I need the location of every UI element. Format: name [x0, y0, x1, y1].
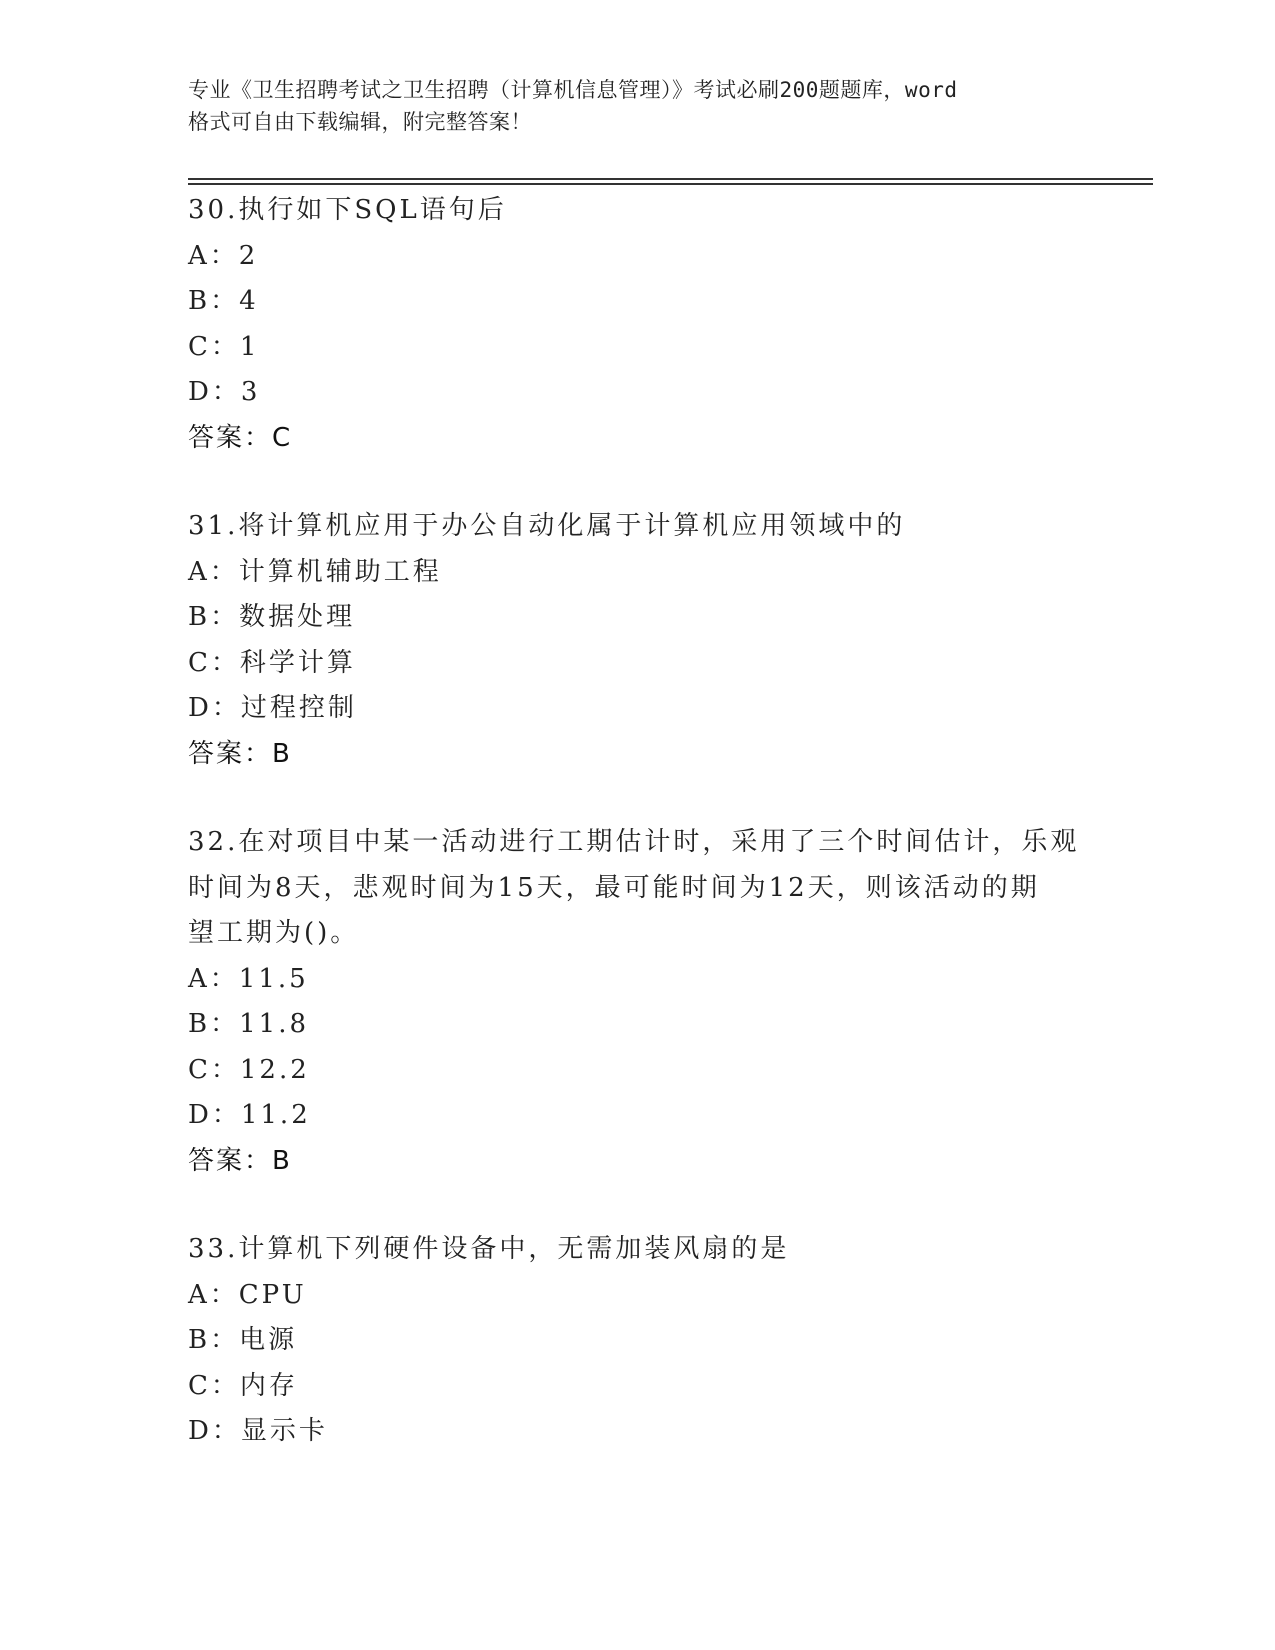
- header-line-1: 专业《卫生招聘考试之卫生招聘（计算机信息管理）》考试必刷200题题库，word: [188, 78, 958, 102]
- header-divider-bottom: [188, 183, 1153, 185]
- option-c: C：内存: [188, 1370, 298, 1401]
- option-c: C：科学计算: [188, 647, 356, 678]
- answer-label: 答案：B: [188, 738, 292, 769]
- question-title: 31.将计算机应用于办公自动化属于计算机应用领域中的: [188, 511, 906, 541]
- option-d: D：3: [188, 377, 261, 407]
- question-33: [188, 1227, 1088, 1455]
- option-b: B：电源: [188, 1325, 298, 1355]
- option-a: A：计算机辅助工程: [188, 556, 442, 587]
- header-line-2: 格式可自由下载编辑，附完整答案！: [188, 110, 532, 134]
- question-title: 30.执行如下SQL语句后: [188, 195, 507, 225]
- option-d: D：11.2: [188, 1100, 311, 1130]
- answer-label: 答案：C: [188, 422, 293, 453]
- option-c: C：1: [188, 331, 260, 362]
- answer-label: 答案：B: [188, 1145, 292, 1176]
- question-30: [188, 188, 1088, 461]
- question-title: 33.计算机下列硬件设备中，无需加装风扇的是: [188, 1234, 790, 1264]
- option-d: D：过程控制: [188, 693, 357, 723]
- document-header: [188, 74, 1088, 138]
- option-c: C：12.2: [188, 1054, 310, 1085]
- option-a: A：CPU: [188, 1279, 307, 1310]
- question-31: [188, 504, 1088, 777]
- question-title-line-1: 32.在对项目中某一活动进行工期估计时，采用了三个时间估计，乐观: [188, 827, 1080, 857]
- question-list: [188, 188, 1088, 1498]
- option-b: B：数据处理: [188, 602, 356, 632]
- question-title-line-3: 望工期为()。: [188, 918, 360, 948]
- option-b: B：4: [188, 286, 259, 316]
- option-a: A：11.5: [188, 963, 309, 994]
- option-d: D：显示卡: [188, 1416, 328, 1446]
- option-a: A：2: [188, 240, 259, 271]
- question-title-line-2: 时间为8天，悲观时间为15天，最可能时间为12天，则该活动的期: [188, 872, 1040, 903]
- header-divider-top: [188, 178, 1153, 180]
- option-b: B：11.8: [188, 1009, 309, 1039]
- question-32: [188, 820, 1088, 1184]
